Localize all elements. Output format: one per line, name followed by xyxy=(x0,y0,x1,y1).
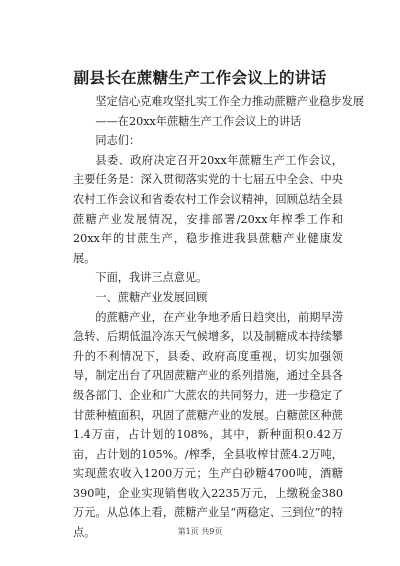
page-number: 第1页 共9页 xyxy=(177,527,223,536)
salutation: 同志们： xyxy=(95,134,141,148)
paragraph-transition: 下面，我讲三点意见。 xyxy=(95,271,208,285)
subtitle-line-2: ——在20xx年蔗糖生产工作会议上的讲话 xyxy=(95,114,302,128)
subtitle-line-1: 坚定信心克难攻坚扎实工作全力推动蔗糖产业稳步发展 xyxy=(95,95,364,108)
document-body xyxy=(73,92,364,543)
document-title: 副县长在蔗糖生产工作会议上的讲话 xyxy=(73,68,327,87)
paragraph-review: 的蔗糖产业，在产业争地矛盾日趋突出，前期早涝急转、后期低温冷冻天气候增多，以及制糖成本持续攀升的不利情况下，县委、政府高度重视，切实加强领导，制定出台了巩固蔗糖产业的系列措施，通过全县各级各部门、企业和广大蔗农的共同努力，进一步稳定了甘蔗种植面积，巩固了蔗糖产业的发展。白糖蔗区种蔗1.4万亩，占计划的108%，其中，新种面积0.42万亩，占计划的105%。/榨季，全县收榨甘蔗4.2万吨，实现蔗农收入1200万元；生产白砂糖4700吨，酒糖390吨，企业实现销售收入2235万元，上缴税金380万元。从总体上看，蔗糖产业呈“两稳定、三到位”的特点。 xyxy=(73,310,343,540)
paragraph-intro: 县委、政府决定召开20xx年蔗糖生产工作会议，主要任务是：深入贯彻落实党的十七届五中全会、中央农村工作会议和省委农村工作会议精神，回顾总结全县蔗糖产业发展情况，安排部署/20xx年榨季工作和20xx年的甘蔗生产，稳步推进我县蔗糖产业健康发展。 xyxy=(73,153,343,265)
section-heading: 一、蔗糖产业发展回顾 xyxy=(95,290,208,304)
